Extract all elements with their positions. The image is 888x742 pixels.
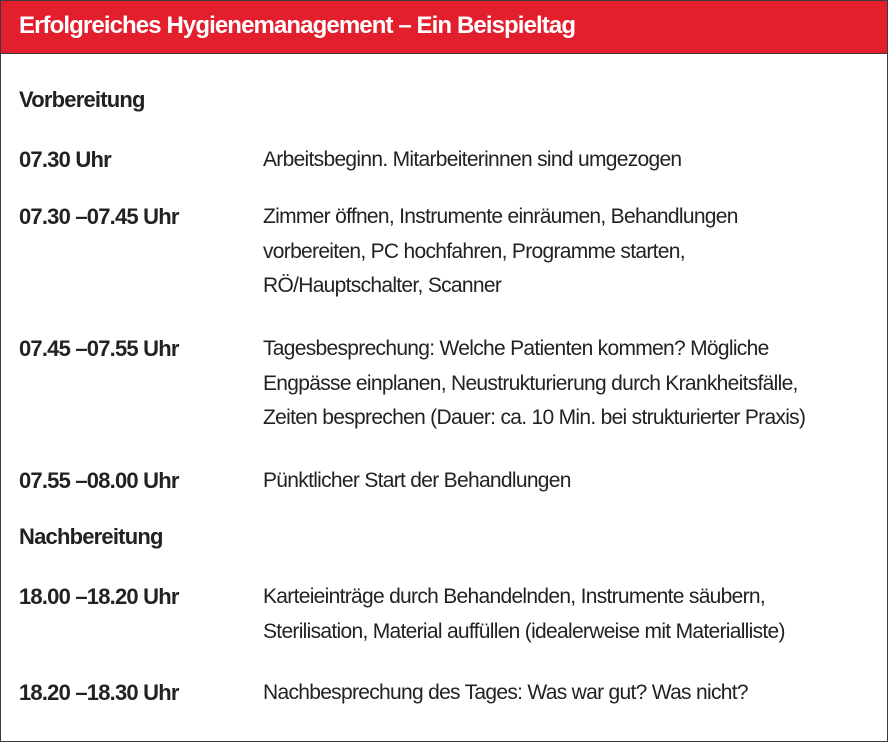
row-description: Karteieinträge durch Behandelnden, Instrumente säubern, Sterilisation, Material auffüllen (idealerweise mit Materialliste) xyxy=(263,585,785,643)
row-time: 07.30 –07.45 Uhr xyxy=(19,204,179,229)
row-description: Arbeitsbeginn. Mitarbeiterinnen sind umgezogen xyxy=(263,148,682,171)
row-time: 07.45 –07.55 Uhr xyxy=(19,336,179,361)
title-bar xyxy=(1,1,887,54)
section-heading-vorbereitung: Vorbereitung xyxy=(19,87,145,112)
row-time: 07.55 –08.00 Uhr xyxy=(19,468,179,493)
row-time: 18.00 –18.20 Uhr xyxy=(19,584,179,609)
page-title: Erfolgreiches Hygienemanagement – Ein Beispieltag xyxy=(19,12,576,39)
row-description: Tagesbesprechung: Welche Patienten kommen? Mögliche Engpässe einplanen, Neustrukturierung durch Krankheitsfälle, Zeiten besprechen (Dauer: ca. 10 Min. bei strukturierter Praxis) xyxy=(263,337,806,429)
section-heading-nachbereitung: Nachbereitung xyxy=(19,524,163,549)
row-time: 18.20 –18.30 Uhr xyxy=(19,680,179,705)
row-description: Pünktlicher Start der Behandlungen xyxy=(263,469,571,492)
row-description: Zimmer öffnen, Instrumente einräumen, Behandlungen vorbereiten, PC hochfahren, Programme starten, RÖ/Hauptschalter, Scanner xyxy=(263,205,738,297)
row-description: Nachbesprechung des Tages: Was war gut? Was nicht? xyxy=(263,681,748,704)
row-time: 07.30 Uhr xyxy=(19,147,111,172)
